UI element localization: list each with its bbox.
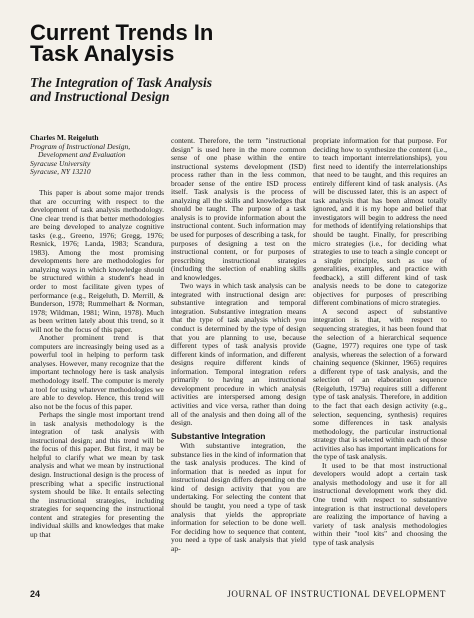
title-line-1: Current Trends In	[30, 20, 214, 45]
paragraph: Another prominent trend is that computers are increasingly being used as a powerful tool in helping to perform task analyses. However, many recognize that the important technology here is task analysis methodology itself. The computer is merely a tool for using whatever methodologies we are able to develop. Hence, this trend will also not be the focus of this paper.	[30, 333, 164, 411]
author-affiliation-1: Program of Instructional Design,	[30, 141, 131, 151]
author-block	[30, 134, 164, 177]
paragraph: Two ways in which task analysis can be integrated with instructional design are: substantive integration and temporal integration. Substantive integration means that the type of task analysis which you conduct is determined by the type of design that you are planning to use, because different types of task analysis provide different kinds of information, and different designs require different kinds of information. Temporal integration refers primarily to having an instructional development procedure in which analysis activities are interspersed among design activities and vice versa, rather than doing all of the analysis and then doing all of the design.	[171, 281, 306, 428]
paragraph: A second aspect of substantive integration is that, with respect to sequencing strategies, it has been found that the selection of a hierarchical sequence (Gagne, 1977) requires one type of task analysis, whereas the selection of a forward chaining sequence (Skinner, 1965) requires a different type of task analysis, and the selection of an elaboration sequence (Reigeluth, 1979a) requires still a different type of task analysis. Therefore, in addition to the fact that each design activity (e.g., selection, sequencing, synthesis) requires some differences in task analysis methodology, the particular instructional strategy that is selected within each of those activities also has important implications for the type of task analysis.	[313, 306, 447, 462]
journal-name: JOURNAL OF INSTRUCTIONAL DEVELOPMENT	[227, 589, 446, 599]
article-title	[30, 22, 213, 64]
title-line-2: Task Analysis	[30, 41, 175, 66]
paragraph: This paper is about some major trends that are occurring with respect to the development of task analysis methodology. One clear trend is that better methodologies are being developed to analyze cognitive tasks (e.g., Greeno, 1976; Gregg, 1976; Resnick, 1976; Landa, 1983; Scandura, 1983). Among the most promising developments here are methodologies for analyzing ways in which knowledge should be structured within a student's head in order to most facilitate given types of performance (e.g., Reigeluth, D. Merrill, & Bunderson, 1978; Rummelhart & Norman, 1978; Wildman, 1981; Winn, 1978). Much as been written lately about this trend, so it will not be the focus of this paper.	[30, 187, 164, 334]
column-2	[171, 137, 306, 553]
subtitle-line-1: The Integration of Task Analysis	[30, 75, 213, 90]
column-3	[313, 137, 447, 547]
paragraph: It used to be that most instructional developers would adopt a certain task analysis methodology and use it for all instructional development work they did. One trend with respect to substantive integration is that instructional developers are realizing the importance of having a variety of task analysis methodologies within their "tool kits" and choosing the type of task analysis	[313, 460, 447, 547]
author-name: Charles M. Reigeluth	[30, 133, 99, 142]
paragraph: Perhaps the single most important trend in task analysis methodology is the integration of task analysis with instructional design; and this trend will be the focus of this paper. But first, it may be helpful to clarify what we mean by task analysis and what we mean by instructional design. Instructional design is the process of prescribing what a specific instructional system should be like. It entails selecting the instructional strategies, including strategies for sequencing the instructional content and strategies for presenting the individual skills and knowledges that make up that	[30, 410, 164, 539]
author-city: Syracuse, NY 13210	[30, 167, 91, 177]
paragraph: With substantive integration, the substance lies in the kind of information that the task analysis produces. The kind of information that is needed as input for instructional design differs depending on the kind of design activity that you are undertaking. For selecting the content that should be taught, you need a type of task analysis that yields the appropriate information for selection to be done well. For deciding how to sequence that content, you need a type of task analysis that yield ap-	[171, 441, 306, 553]
column-1	[30, 134, 164, 539]
author-affiliation-2: Development and Evaluation	[38, 150, 126, 160]
subtitle-line-2: and Instructional Design	[30, 89, 170, 104]
paragraph: propriate information for that purpose. For deciding how to synthesize the content (i.e., to teach important interrelationships), you first need to identify the interrelationships that need to be taught, and this requires an entirely different kind of task analysis. (As will be discussed later, this is an aspect of task analysis that has been almost totally ignored, and it is my hope and belief that investigators will begin to address the need for methods of identifying relationships that should be taught. Finally, for prescribing micro strategies (i.e., for deciding what strategies to use to teach a single concept or a single principle, such as use of generalities, examples, and practice with feedback), a still different kind of task analysis needs to be done to categorize objectives for purposes of prescribing different combinations of micro strategies.	[313, 136, 447, 308]
article-subtitle	[30, 76, 212, 104]
section-heading: Substantive Integration	[171, 430, 266, 441]
page-number: 24	[30, 589, 41, 599]
paragraph: content. Therefore, the term "instructional design" is used here in the more common sense of one phase within the entire instructional systems development (ISD) process rather than in the less common, broader sense of the entire ISD process itself. Task analysis is the process of analyzing all the skills and knowledges that should be taught. The purpose of a task analysis is to provide information about the instructional content. Such information may be used for purposes of describing a task, for purposes of designing a test on the instructional content, or for purposes of prescribing instructional strategies (including the selection of enabling skills and knowledges.	[171, 136, 306, 282]
author-university: Syracuse University	[30, 158, 91, 168]
